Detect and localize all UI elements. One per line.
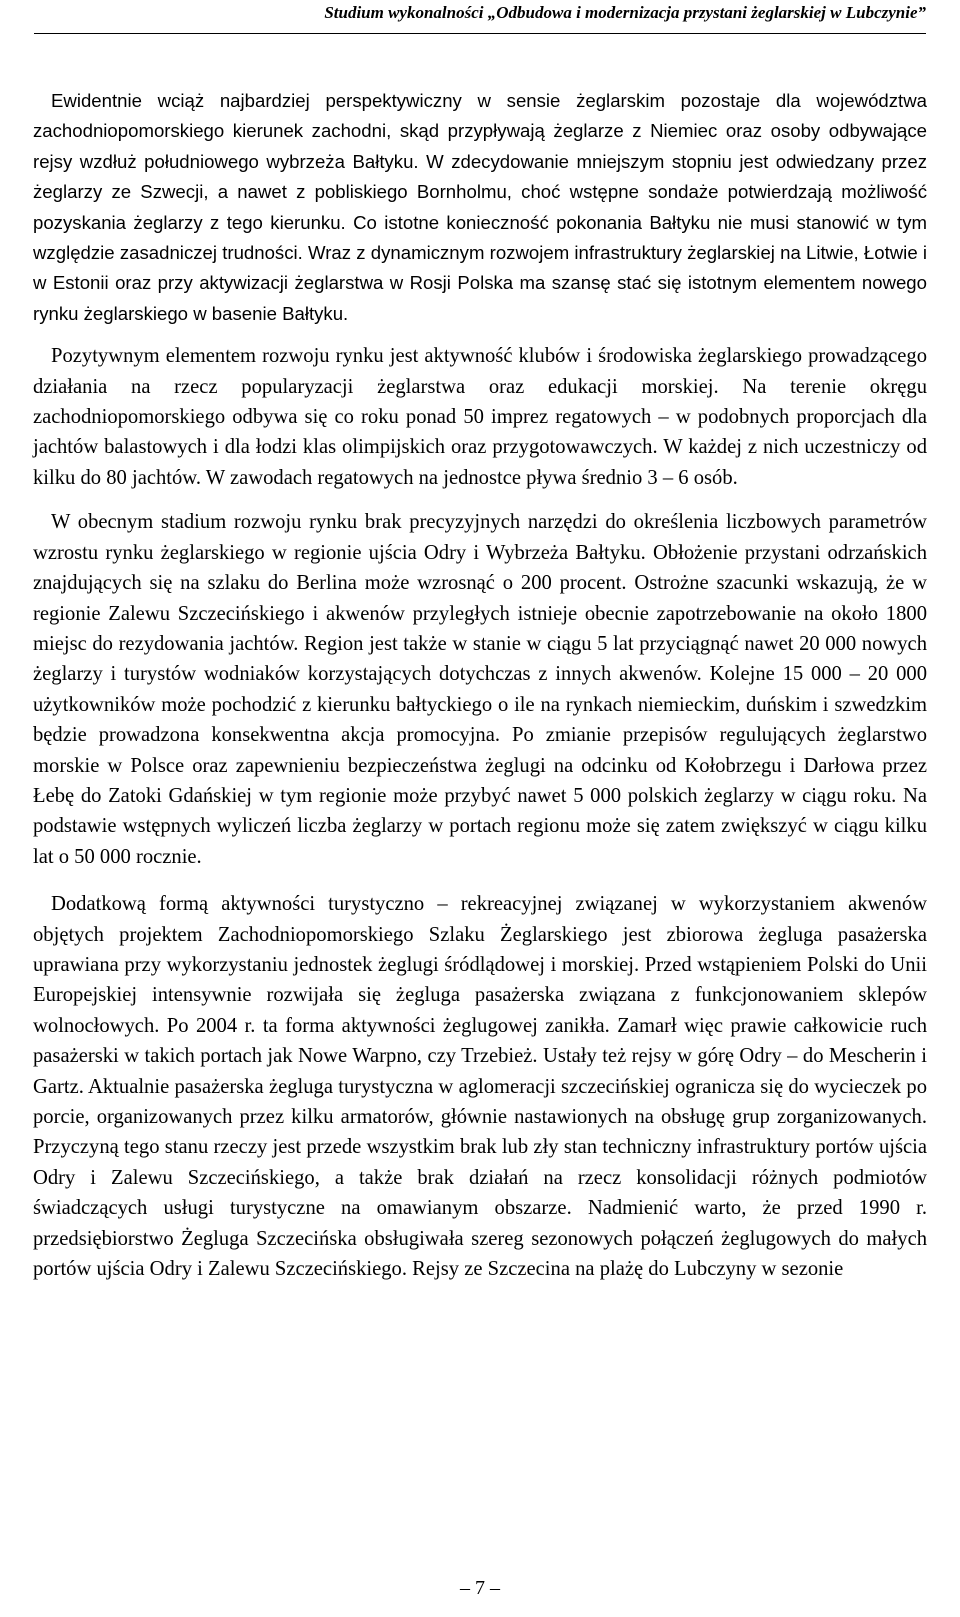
document-body <box>33 86 927 1284</box>
paragraph-passenger-shipping: Dodatkową formą aktywności turystyczno – rekreacyjnej związanej w wykorzystaniem akwenów objętych projektem Zachodniopomorskiego Szlaku Żeglarskiego jest zbiorowa żegluga pasażerska uprawiana przy wykorzystaniu jednostek żeglugi śródlądowej i morskiej. Przed wstąpieniem Polski do Unii Europejskiej intensywnie rozwijała się żegluga pasażerska związana z funkcjonowaniem sklepów wolnocłowych. Po 2004 r. ta forma aktywności żeglugowej zanikła. Zamarł więc prawie całkowicie ruch pasażerski w takich portach jak Nowe Warpno, czy Trzebież. Ustały też rejsy w górę Odry – do Mescherin i Gartz. Aktualnie pasażerska żegluga turystyczna w aglomeracji szczecińskiej ogranicza się do wycieczek po porcie, organizowanych przez kilku armatorów, głównie nastawionych na obsługę grup zorganizowanych. Przyczyną tego stanu rzeczy jest przede wszystkim brak lub zły stan techniczny infrastruktury portów ujścia Odry i Zalewu Szczecińskiego, a także brak działań na rzecz konsolidacji różnych podmiotów świadczących usługi turystyczne na omawianym obszarze. Nadmienić warto, że przed 1990 r. przedsiębiorstwo Żegluga Szczecińska obsługiwała szereg sezonowych połączeń żeglugowych do małych portów ujścia Odry i Zalewu Szczecińskiego. Rejsy ze Szczecina na plażę do Lubczyny w sezonie <box>33 893 927 1281</box>
paragraph-market-growth: W obecnym stadium rozwoju rynku brak precyzyjnych narzędzi do określenia liczbowych parametrów wzrostu rynku żeglarskiego w regionie ujścia Odry i Wybrzeża Bałtyku. Obłożenie przystani odrzańskich znajdujących się na szlaku do Berlina może wzrosnąć o 200 procent. Ostrożne szacunki wskazują, że w regionie Zalewu Szczecińskiego i akwenów przyległych istnieje obecnie zapotrzebowanie na około 1800 miejsc do rezydowania jachtów. Region jest także w stanie w ciągu 5 lat przyciągnąć nawet 20 000 nowych żeglarzy i turystów wodniaków korzystających dotychczas z innych akwenów. Kolejne 15 000 – 20 000 użytkowników może pochodzić z kierunku bałtyckiego o ile na rynkach niemieckim, duńskim i szwedzkim będzie prowadzona konsekwentna akcja promocyjna. Po zmianie przepisów regulujących żeglarstwo morskie w Polsce oraz zapewnieniu bezpieczeństwa żeglugi na odcinku od Kołobrzegu i Darłowa przez Łebę do Zatoki Gdańskiej w tym regionie może przybyć nawet 5 000 polskich żeglarzy w ciągu roku. Na podstawie wstępnych wyliczeń liczba żeglarzy w portach regionu może się zatem zwiększyć w ciągu kilku lat o 50 000 rocznie. <box>33 511 927 868</box>
paragraph-sailing-directions: Ewidentnie wciąż najbardziej perspektywiczny w sensie żeglarskim pozostaje dla województwa zachodniopomorskiego kierunek zachodni, skąd przypływają żeglarze z Niemiec oraz osoby odbywające rejsy wzdłuż południowego wybrzeża Bałtyku. W zdecydowanie mniejszym stopniu jest odwiedzany przez żeglarzy ze Szwecji, a nawet z pobliskiego Bornholmu, choć wstępne sondaże potwierdzają możliwość pozyskania żeglarzy z tego kierunku. Co istotne konieczność pokonania Bałtyku nie musi stanowić w tym względzie zasadniczej trudności. Wraz z dynamicznym rozwojem infrastruktury żeglarskiej na Litwie, Łotwie i w Estonii oraz przy aktywizacji żeglarstwa w Rosji Polska ma szansę stać się istotnym elementem nowego rynku żeglarskiego w basenie Bałtyku. <box>33 90 927 324</box>
running-header: Studium wykonalności „Odbudowa i modernizacja przystani żeglarskiej w Lubczynie” <box>324 3 926 22</box>
header-rule <box>34 33 926 34</box>
page-number: – 7 – <box>460 1577 500 1599</box>
paragraph-sailing-clubs: Pozytywnym elementem rozwoju rynku jest aktywność klubów i środowiska żeglarskiego prowadzącego działania na rzecz popularyzacji żeglarstwa oraz edukacji morskiej. Na terenie okręgu zachodniopomorskiego odbywa się co roku ponad 50 imprez regatowych – w podobnych proporcjach dla jachtów balastowych i dla łodzi klas olimpijskich oraz przygotowawczych. W każdej z nich uczestniczy od kilku do 80 jachtów. W zawodach regatowych na jednostce pływa średnio 3 – 6 osób. <box>33 345 927 489</box>
